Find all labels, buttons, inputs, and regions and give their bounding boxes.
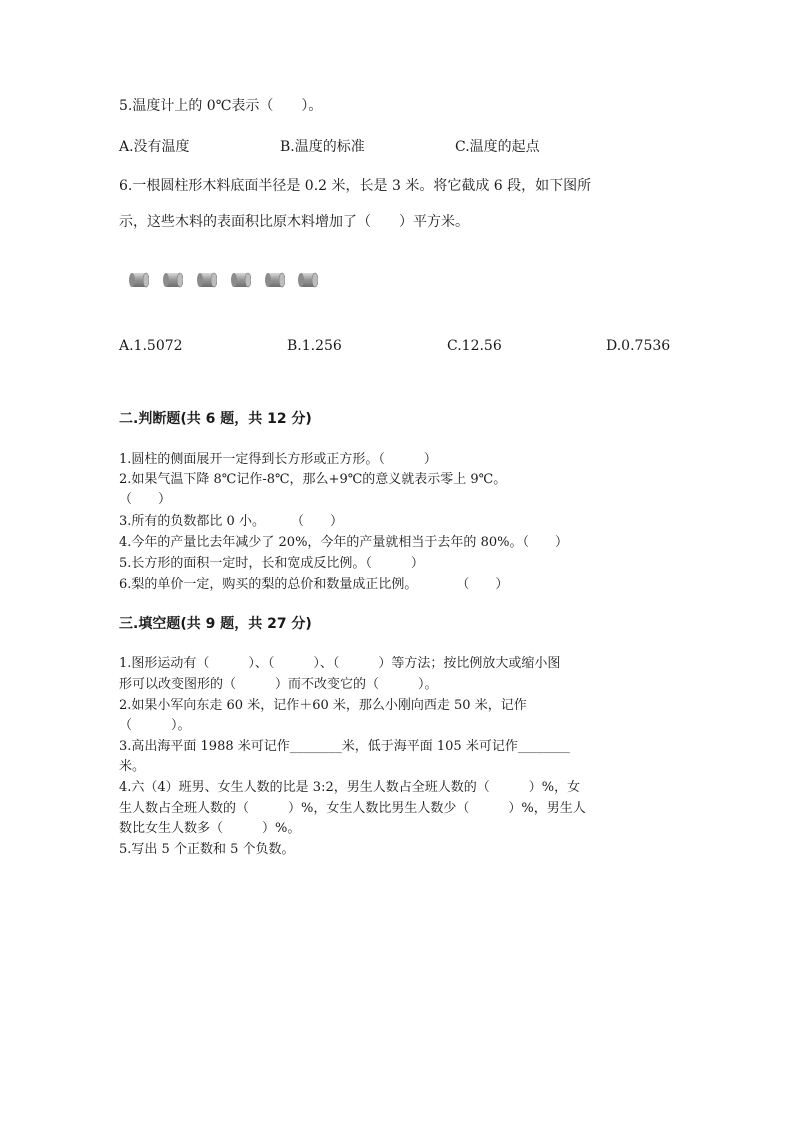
cylinder-segment-icon: [231, 272, 251, 288]
fill-item-1-line1: 1.图形运动有（ ）、（ ）、（ ）等方法；按比例放大或缩小图: [119, 656, 561, 671]
judge-item-5: 5.长方形的面积一定时，长和宽成反比例。（ ）: [119, 556, 424, 571]
q5-option-b: B.温度的标准: [280, 139, 365, 155]
cylinder-segment-icon: [129, 272, 149, 288]
q6-option-b: B.1.256: [287, 338, 342, 354]
fill-item-3-line2: 米。: [119, 759, 146, 774]
judge-item-3: 3.所有的负数都比 0 小。 （ ）: [119, 514, 343, 529]
q5-option-a: A.没有温度: [119, 139, 190, 155]
judge-item-2: 2.如果气温下降 8℃记作-8℃，那么+9℃的意义就表示零上 9℃。: [119, 472, 507, 487]
q5-stem: 5.温度计上的 0℃表示（ ）。: [119, 98, 323, 114]
fill-item-5: 5.写出 5 个正数和 5 个负数。: [119, 842, 295, 857]
judge-item-4: 4.今年的产量比去年减少了 20%，今年的产量就相当于去年的 80%。（ ）: [119, 535, 568, 550]
q6-stem-line2: 示，这些木料的表面积比原木料增加了（ ）平方米。: [119, 214, 469, 230]
cylinder-segment-icon: [265, 272, 285, 288]
fill-item-2-line1: 2.如果小军向东走 60 米，记作＋60 米，那么小刚向西走 50 米，记作: [119, 698, 527, 713]
cylinder-segment-icon: [163, 272, 183, 288]
judge-section-title: 二.判断题(共 6 题，共 12 分): [119, 411, 312, 427]
judge-item-1: 1.圆柱的侧面展开一定得到长方形或正方形。（ ）: [119, 452, 437, 467]
q6-option-c: C.12.56: [447, 338, 502, 354]
q6-stem-line1: 6.一根圆柱形木料底面半径是 0.2 米，长是 3 米。将它截成 6 段，如下图所: [119, 178, 592, 194]
judge-item-6: 6.梨的单价一定，购买的梨的总价和数量成正比例。 （ ）: [119, 577, 509, 592]
fill-section-title: 三.填空题(共 9 题，共 27 分): [119, 616, 312, 632]
fill-item-4-line3: 数比女生人数多（ ）%。: [119, 821, 301, 836]
cylinder-segment-icon: [197, 272, 217, 288]
fill-item-3-line1: 3.高出海平面 1988 米可记作________米，低于海平面 105 米可记作________: [119, 739, 570, 754]
fill-item-4-line1: 4.六（4）班男、女生人数的比是 3:2，男生人数占全班人数的（ ）%，女: [119, 780, 581, 795]
cylinder-segment-icon: [298, 272, 318, 288]
q6-option-a: A.1.5072: [119, 338, 183, 354]
judge-item-2-blank: （ ）: [119, 492, 172, 507]
q6-option-d: D.0.7536: [606, 338, 671, 354]
q5-option-c: C.温度的起点: [455, 139, 540, 155]
fill-item-2-line2: （ ）。: [119, 718, 191, 733]
fill-item-1-line2: 形可以改变图形的（ ）而不改变它的（ ）。: [119, 677, 438, 692]
fill-item-4-line2: 生人数占全班人数的（ ）%，女生人数比男生人数少（ ）%，男生人: [119, 801, 586, 816]
